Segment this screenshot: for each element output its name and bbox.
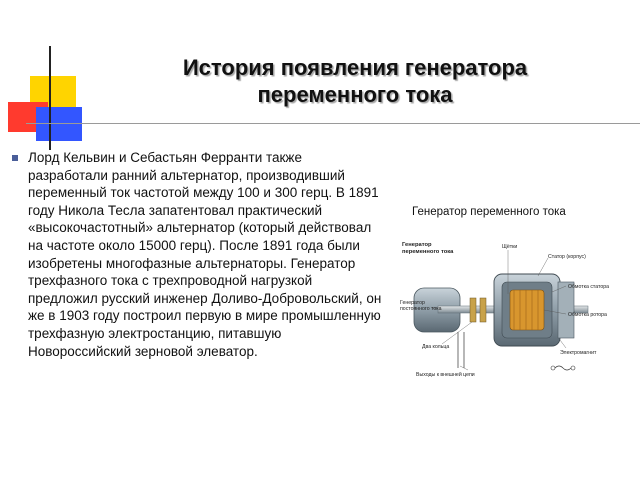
label-rotor-winding: Обмотка ротора xyxy=(568,312,607,318)
label-main-2: переменного тока xyxy=(402,249,454,255)
electromagnet-shape xyxy=(558,282,574,338)
slip-ring-shape xyxy=(470,298,476,322)
decor-vertical-line xyxy=(49,46,51,150)
label-stator: Статор (корпус) xyxy=(548,254,586,260)
label-outputs: Выходы к внешней цепи xyxy=(416,372,475,378)
label-two-rings: Два кольца xyxy=(422,344,450,350)
slide-title: История появления генератора переменного тока xyxy=(182,55,528,107)
label-stator-winding: Обмотка статора xyxy=(568,284,609,290)
bullet-text: Лорд Кельвин и Себастьян Ферранти также разработали ранний альтернатор, производивший переменный ток частотой между 100 и 300 герц. В 1891 году Никола Тесла запатентовал практический «высокочастотный» альтернатор (который действовал на частоте около 15000 герц). После 1891 года были изобретены многофазные альтернаторы. Генератор трехфазного тока с трехпроводной нагрузкой предложил русский инженер Доливо-Добровольский, он же в 1903 году построил первую в мире промышленную трехфазную электростанцию, питавшую Новороссийский зерновой элеватор. xyxy=(28,150,382,359)
generator-diagram xyxy=(398,236,624,396)
label-dc-gen-1: Генератор xyxy=(400,300,425,306)
label-dc-gen-2: постоянного тока xyxy=(400,306,442,312)
title-divider xyxy=(26,123,640,124)
rotor-winding-shape xyxy=(510,290,544,330)
label-main-1: Генератор xyxy=(402,242,432,248)
decor-blue-square xyxy=(36,107,82,141)
label-brushes: Щётки xyxy=(502,244,518,250)
generator-figure xyxy=(398,204,624,394)
label-electromagnet: Электромагнит xyxy=(560,350,597,356)
figure-caption: Генератор переменного тока xyxy=(412,206,566,218)
bullet-marker xyxy=(12,155,18,161)
slip-ring-shape xyxy=(480,298,486,322)
bullet-item xyxy=(12,149,384,360)
